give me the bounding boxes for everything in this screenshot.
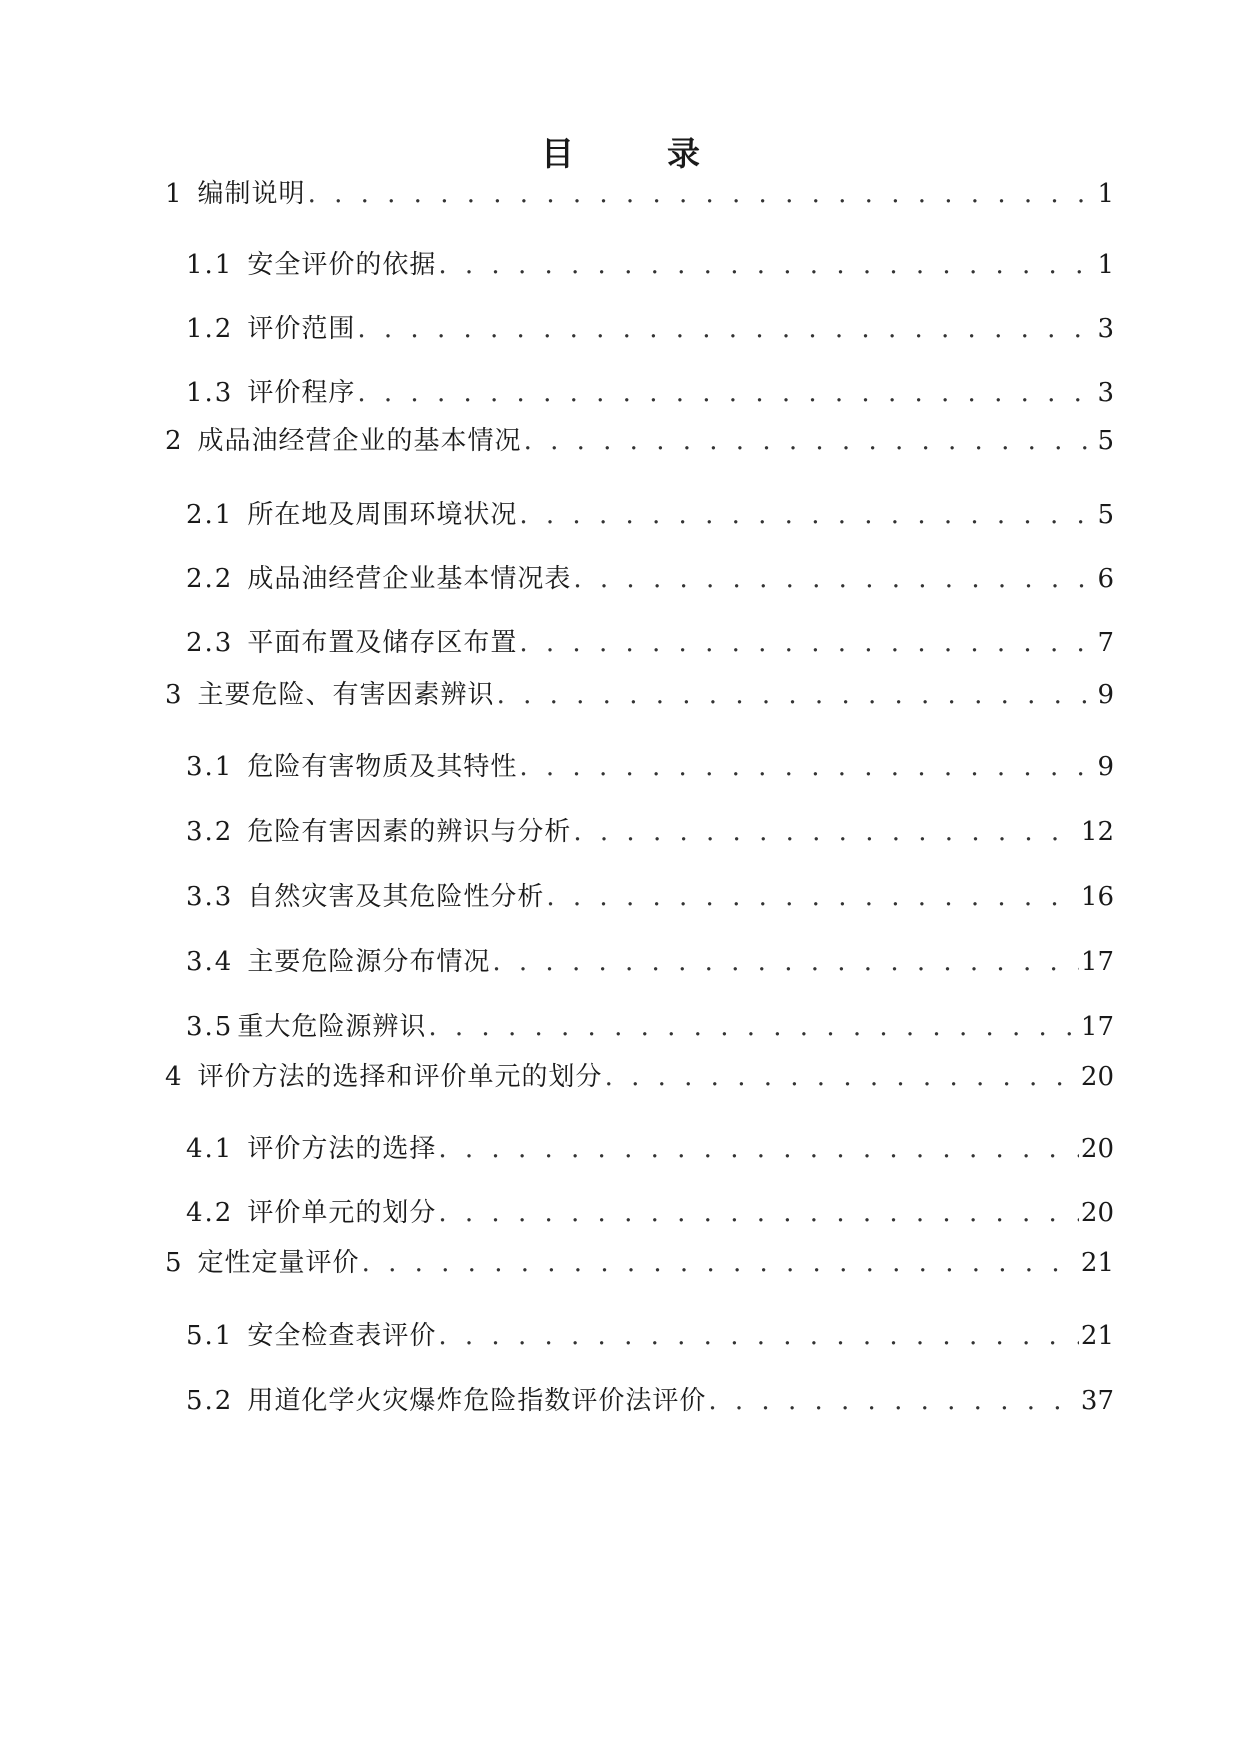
toc-entry[interactable] [186,814,1114,850]
toc-entry[interactable] [165,677,1114,713]
entry-number: 3.5 [186,1012,234,1042]
toc-entry[interactable] [186,497,1114,533]
entry-title: 安全评价的依据 [247,250,437,280]
entry-title: 成品油经营企业的基本情况 [197,426,522,456]
entry-number: 3.3 [186,882,234,912]
entry-number: 5 [165,1248,184,1278]
entry-title: 评价程序 [247,378,356,408]
dot-leader [308,176,1096,212]
entry-title: 评价方法的选择和评价单元的划分 [197,1062,603,1092]
entry-page-number: 20 [1080,1134,1114,1164]
entry-title: 所在地及周围环境状况 [247,500,518,530]
dot-leader [438,247,1095,283]
entry-number: 4 [165,1062,184,1092]
entry-page-number: 17 [1080,1012,1114,1042]
dot-leader [357,311,1095,347]
dot-leader [524,423,1096,459]
entry-number: 2.2 [186,564,234,594]
entry-title: 评价单元的划分 [247,1198,437,1228]
entry-number: 2.3 [186,628,234,658]
toc-entry[interactable] [186,247,1114,283]
entry-title: 危险有害因素的辨识与分析 [247,817,572,847]
entry-number: 2 [165,426,184,456]
entry-number: 1.2 [186,314,234,344]
toc-entry[interactable] [186,944,1114,980]
entry-page-number: 20 [1080,1198,1114,1228]
toc-entry[interactable] [186,625,1114,661]
entry-number: 1.1 [186,250,234,280]
entry-title: 平面布置及储存区布置 [247,628,518,658]
entry-title: 成品油经营企业基本情况表 [247,564,572,594]
entry-number: 3.2 [186,817,234,847]
entry-page-number: 5 [1097,426,1114,456]
toc-title: 目 录 [541,134,730,173]
entry-title: 评价方法的选择 [247,1134,437,1164]
entry-number: 3.4 [186,947,234,977]
entry-title: 安全检查表评价 [247,1321,437,1351]
entry-page-number: 21 [1080,1248,1114,1278]
toc-entry[interactable] [186,375,1114,411]
toc-entry[interactable] [186,749,1114,785]
toc-entry[interactable] [186,311,1114,347]
entry-title: 重大危险源辨识 [237,1012,427,1042]
dot-leader [708,1383,1079,1419]
entry-page-number: 12 [1080,817,1114,847]
entry-number: 3 [165,680,184,710]
entry-page-number: 37 [1080,1386,1114,1416]
entry-number: 1 [165,179,184,209]
entry-page-number: 17 [1080,947,1114,977]
entry-title: 自然灾害及其危险性分析 [247,882,545,912]
dot-leader [573,561,1095,597]
toc-entry[interactable] [186,561,1114,597]
toc-entry[interactable] [186,879,1114,915]
toc-entry[interactable] [186,1009,1114,1045]
entry-page-number: 3 [1097,314,1114,344]
dot-leader [546,879,1079,915]
toc-entry[interactable] [165,1059,1114,1095]
entry-page-number: 9 [1097,752,1114,782]
dot-leader [357,375,1095,411]
entry-page-number: 6 [1097,564,1114,594]
toc-entry[interactable] [186,1383,1114,1419]
entry-page-number: 1 [1097,250,1114,280]
entry-page-number: 5 [1097,500,1114,530]
entry-page-number: 20 [1080,1062,1114,1092]
dot-leader [519,625,1095,661]
toc-entry[interactable] [186,1318,1114,1354]
dot-leader [362,1245,1079,1281]
entry-number: 5.1 [186,1321,234,1351]
entry-number: 2.1 [186,500,234,530]
entry-title: 主要危险、有害因素辨识 [197,680,495,710]
entry-page-number: 16 [1080,882,1114,912]
entry-title: 危险有害物质及其特性 [247,752,518,782]
entry-number: 5.2 [186,1386,234,1416]
dot-leader [519,749,1095,785]
toc-entry[interactable] [165,1245,1114,1281]
entry-number: 4.2 [186,1198,234,1228]
dot-leader [497,677,1096,713]
dot-leader [573,814,1079,850]
entry-page-number: 3 [1097,378,1114,408]
dot-leader [519,497,1095,533]
dot-leader [492,944,1079,980]
dot-leader [605,1059,1079,1095]
toc-entry[interactable] [186,1195,1114,1231]
entry-title: 编制说明 [197,179,306,209]
entry-page-number: 9 [1097,680,1114,710]
entry-number: 1.3 [186,378,234,408]
dot-leader [428,1009,1079,1045]
entry-number: 4.1 [186,1134,234,1164]
entry-title: 用道化学火灾爆炸危险指数评价法评价 [247,1386,707,1416]
entry-page-number: 21 [1080,1321,1114,1351]
dot-leader [438,1318,1079,1354]
entry-title: 评价范围 [247,314,356,344]
entry-title: 主要危险源分布情况 [247,947,491,977]
entry-page-number: 1 [1097,179,1114,209]
entry-number: 3.1 [186,752,234,782]
entry-page-number: 7 [1097,628,1114,658]
entry-title: 定性定量评价 [197,1248,360,1278]
toc-entry[interactable] [165,176,1114,212]
toc-entry[interactable] [186,1131,1114,1167]
toc-entry[interactable] [165,423,1114,459]
dot-leader [438,1195,1079,1231]
dot-leader [438,1131,1079,1167]
